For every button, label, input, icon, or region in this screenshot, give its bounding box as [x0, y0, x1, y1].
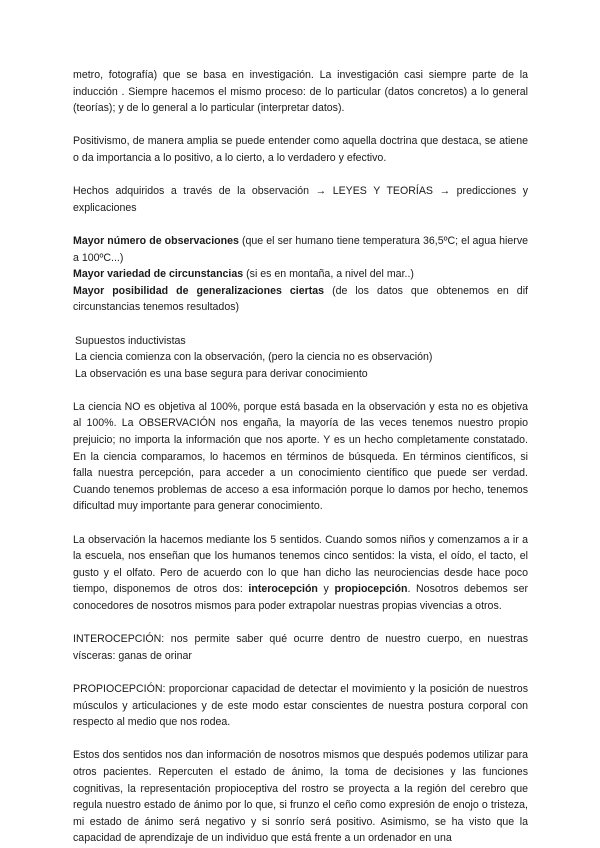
sentidos-conjunction: y: [317, 583, 335, 596]
mayor-item: [73, 233, 528, 266]
mayor-item-title: Mayor número de observaciones: [73, 234, 239, 247]
mayor-item-text: (si es en montaña, a nivel del mar..): [243, 268, 414, 281]
mayor-item: [73, 266, 528, 283]
mayor-item-title: Mayor posibilidad de generalizaciones ciertas: [73, 284, 325, 297]
mayor-item-text: (de los datos que obtenemos en dif circunstancias tenemos resultados): [73, 284, 528, 314]
supuestos-item: La observación es una base segura para derivar conocimiento: [75, 367, 368, 380]
paragraph-interocepcion: INTEROCEPCIÓN: nos permite saber qué ocurre dentro de nuestro cuerpo, en nuestras vísceras: ganas de orinar: [73, 633, 528, 662]
supuestos-item: La ciencia comienza con la observación, (pero la ciencia no es observación): [75, 351, 433, 364]
sentidos-bold-propiocepcion: propiocepción: [334, 583, 408, 596]
supuestos-heading: Supuestos inductivistas: [75, 334, 186, 347]
paragraph-hechos: Hechos adquiridos a través de la observación → LEYES Y TEORÍAS → predicciones y explicaciones: [73, 185, 528, 214]
paragraph-induccion: metro, fotografía) que se basa en investigación. La investigación casi siempre parte de la inducción . Siempre hacemos el mismo proceso: de lo particular (datos concretos) a lo general (teorías); y de lo general a lo particular (interpretar datos).: [73, 69, 528, 115]
paragraph-propiocepcion: PROPIOCEPCIÓN: proporcionar capacidad de detectar el movimiento y la posición de nuestros músculos y articulaciones y de este modo estar conscientes de nuestra postura corporal con respecto al medio que nos rodea.: [73, 682, 528, 729]
sentidos-text-end: . Nosotros debemos ser conocedores de nosotros mismos para poder extrapolar nuestras propias vivencias a otros.: [73, 583, 528, 612]
mayor-item: [73, 283, 528, 316]
paragraph-estos-sentidos: Estos dos sentidos nos dan información de nosotros mismos que después podemos utilizar para otros pacientes. Repercuten el estado de ánimo, la toma de decisiones y las funciones cognitivas, la representación propioceptiva del rostro se proyecta a la región del cerebro que regula nuestro estado de ánimo por lo que, si frunzo el ceño como expresión de enojo o tristeza, mi estado de ánimo será negativo y si sonrío será positivo. Asimismo, se ha visto que la capacidad de aprendizaje de un individuo que está frente a un ordenador en una: [73, 749, 528, 845]
document-body: [73, 67, 528, 847]
mayor-item-title: Mayor variedad de circunstancias: [73, 268, 244, 281]
sentidos-bold-interocepcion: interocepción: [248, 583, 318, 596]
paragraph-positivismo: Positivismo, de manera amplia se puede entender como aquella doctrina que destaca, se atiene o da importancia a lo positivo, a lo cierto, a lo verdadero y efectivo.: [73, 135, 528, 164]
mayor-item-text: (que el ser humano tiene temperatura 36,5ºC; el agua hierve a 100ºC...): [73, 234, 529, 264]
paragraph-objetividad: La ciencia NO es objetiva al 100%, porque está basada en la observación y esta no es objetiva al 100%. La OBSERVACIÓN nos engaña, la mayoría de las veces tenemos nuestro propio prejuicio; no importa la información que nos aporte. Y es un hecho completamente constatado. En la ciencia comparamos, lo hacemos en términos de búsqueda. En términos científicos, si falla nuestra percepción, para acceder a un conocimiento científico que puede ser verdad. Cuando tenemos problemas de acceso a esa información porque lo damos por hecho, tenemos dificultad muy importante para generar conocimiento.: [73, 400, 528, 513]
paragraph-sentidos: [73, 532, 528, 615]
sentidos-text: La observación la hacemos mediante los 5 sentidos. Cuando somos niños y comenzamos a ir a la escuela, nos enseñan que los humanos tenemos cinco sentidos: la vista, el oído, el tacto, el gusto y el olfato. Pero de acuerdo con lo que han dicho las neurociencias desde hace poco tiempo, disponemos de otros dos:: [73, 533, 528, 596]
